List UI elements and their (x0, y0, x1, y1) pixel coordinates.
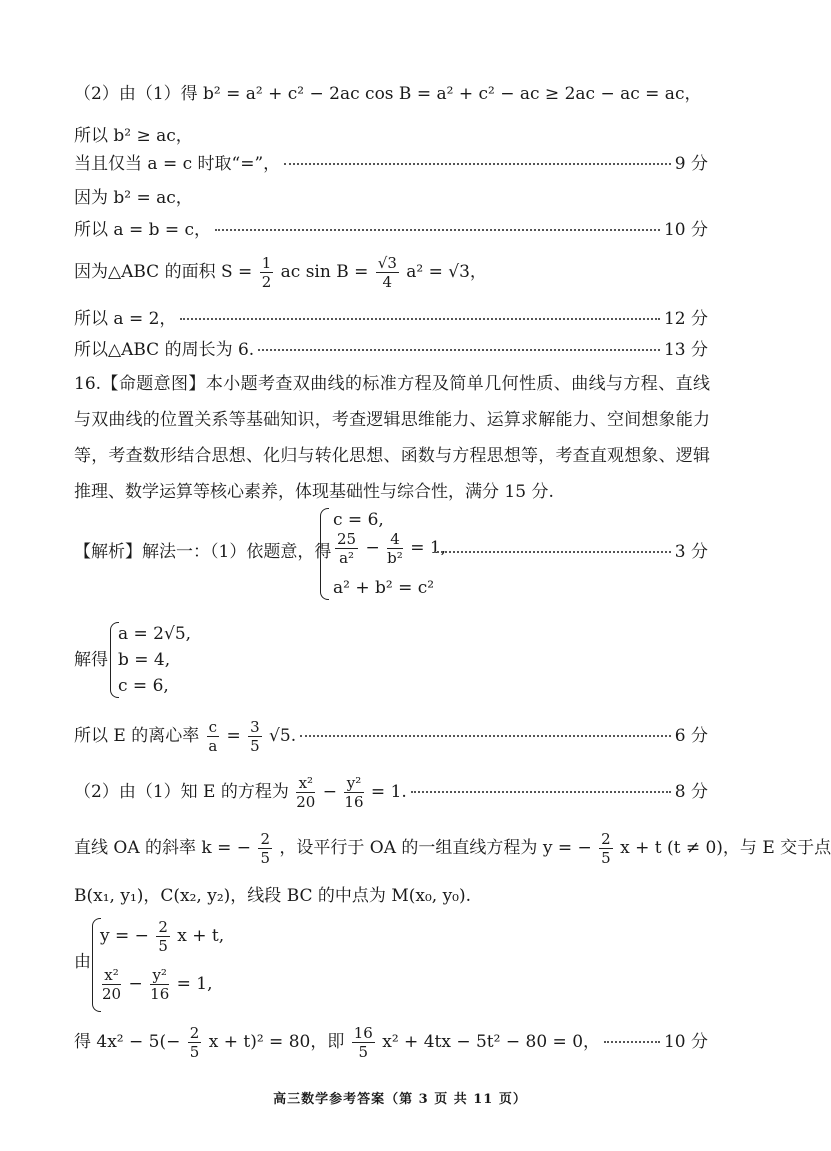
quadratic-equation: 得 4x² − 5(− $\frac{2}{5}$ x + t)² = 80，即 $\frac{16}{5}$ x² + 4tx − 5t² − 80 = 0， 10 分 (74, 1024, 708, 1061)
slope-statement: 直线 OA 的斜率 k = − $\frac{2}{5}$ ，设平行于 OA 的一组直线方程为 y = − $\frac{2}{5}$ x + t (t ≠ 0)，与 E 交于点 (74, 830, 831, 867)
score-mark: 9 分 (674, 154, 708, 174)
brace (320, 508, 329, 600)
score-mark: 10 分 (663, 220, 708, 240)
system3-lead: 由 (74, 952, 91, 972)
intersection-points: B(x₁, y₁)，C(x₂, y₂)，线段 BC 的中点为 M(x₀, y₀). (74, 886, 472, 906)
fraction: $\frac{1}{2}$ (261, 254, 272, 291)
system-row: y = − $\frac{2}{5}$ x + t, (100, 918, 225, 955)
step-b-squared: 因为 b² = ac， (74, 188, 193, 208)
fraction: $\frac{√3}{4}$ (377, 254, 397, 291)
system-row: $\frac{\text{x²}}{20}$ − $\frac{\text{y²}}{16}$ = 1, (102, 966, 213, 1003)
step-area: 因为△ABC 的面积 S = $\frac{1}{2}$ ac sin B = $\frac{√3}{4}$ a² = √3， (74, 254, 487, 291)
step-law-of-cosines: （2）由（1）得 b² = a² + c² − 2ac cos B = a² + c² − ac ≥ 2ac − ac = ac， (74, 84, 702, 104)
score-mark: 12 分 (663, 309, 708, 329)
system-row: c = 6, (118, 676, 169, 696)
hyperbola-equation: （2）由（1）知 E 的方程为 $\frac{\text{x²}}{20}$ − $\frac{\text{y²}}{16}$ = 1. 8 分 (74, 774, 708, 811)
score-mark: 8 分 (674, 782, 708, 802)
step-perimeter: 所以△ABC 的周长为 6. 13 分 (74, 340, 708, 360)
solve-lead: 解得 (74, 650, 108, 670)
question-16-intent: 16.【命题意图】本小题考查双曲线的标准方程及简单几何性质、曲线与方程、直线与双曲线的位置关系等基础知识，考查逻辑思维能力、运算求解能力、空间想象能力等，考查数形结合思想、化归与转化思想、函数与方程思想等，考查直观想象、逻辑推理、数学运算等核心素养，体现基础性与综合性，满分 15 分. (74, 374, 710, 502)
step-side-length: 所以 a = 2， 12 分 (74, 309, 708, 329)
score-mark: 6 分 (674, 726, 708, 746)
analysis-lead: 【解析】解法一：（1）依题意，得 (74, 542, 332, 562)
step-inequality: 所以 b² ≥ ac， (74, 126, 193, 146)
score-mark: 10 分 (663, 1032, 708, 1052)
system-row: b = 4, (118, 650, 171, 670)
page-footer: 高三数学参考答案（第 3 页 共 11 页） (273, 1092, 527, 1107)
score-line (430, 540, 708, 564)
system-row: a² + b² = c² (333, 578, 435, 598)
eccentricity: 所以 E 的离心率 $\frac{c}{a}$ = $\frac{3}{5}$ √5. 6 分 (74, 718, 708, 755)
system-row: a = 2√5, (118, 624, 192, 644)
step-equilateral: 所以 a = b = c， 10 分 (74, 220, 708, 240)
system-row: $\frac{25}{\text{a²}}$ − $\frac{4}{\text{b²}}$ = 1, (337, 530, 447, 567)
step-equality-condition: 当且仅当 a = c 时取“=”， 9 分 (74, 154, 708, 174)
score-mark: 3 分 (674, 542, 708, 562)
system-row: c = 6, (333, 510, 384, 530)
score-mark: 13 分 (663, 340, 708, 360)
